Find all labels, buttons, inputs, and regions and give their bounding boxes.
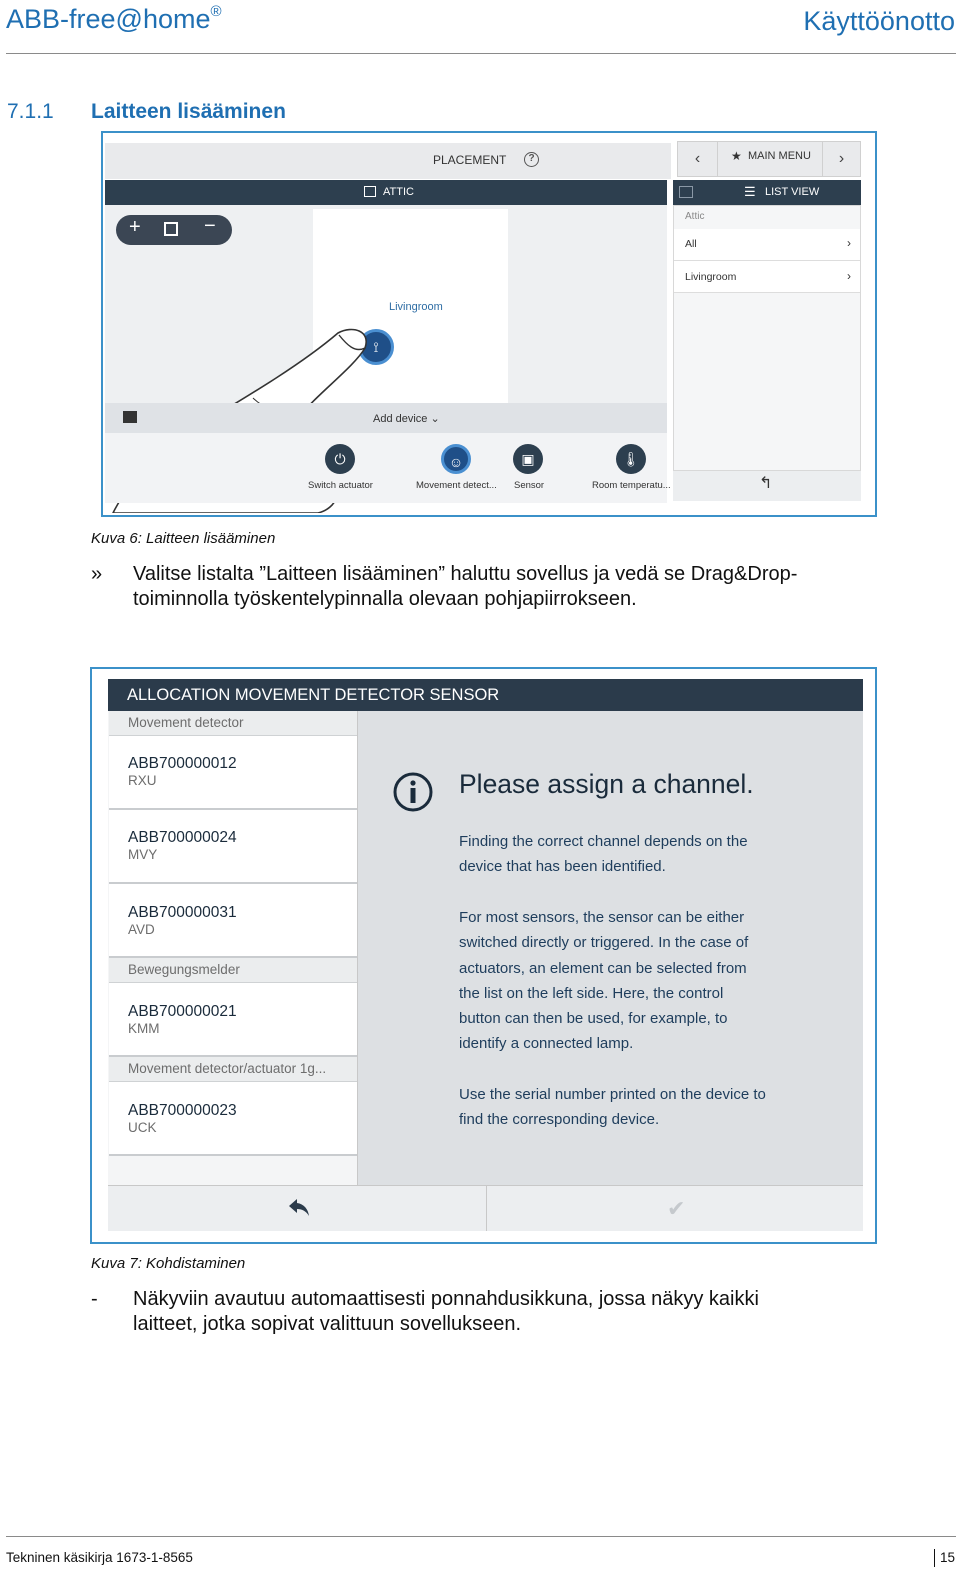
list-item-label: All bbox=[685, 238, 697, 250]
info-paragraph-1 bbox=[459, 829, 859, 880]
chevron-right-icon: › bbox=[847, 269, 851, 283]
list-group-label: Attic bbox=[685, 211, 705, 222]
device-tray bbox=[105, 433, 667, 503]
info-line: Use the serial number printed on the device to bbox=[459, 1086, 766, 1103]
star-icon: ★ bbox=[731, 149, 742, 163]
device-group-label: Movement detector/actuator 1g... bbox=[128, 1061, 327, 1076]
confirm-check-icon[interactable]: ✔ bbox=[667, 1196, 686, 1221]
brand-name: ABB-free@home bbox=[6, 4, 211, 34]
info-line: find the corresponding device. bbox=[459, 1111, 660, 1129]
zoom-in-icon[interactable]: + bbox=[129, 216, 141, 238]
floor-plan-icon bbox=[364, 186, 376, 197]
instruction-line: Näkyviin avautuu automaattisesti ponnahdusikkuna, jossa näkyy kaikki bbox=[133, 1288, 759, 1310]
footer-divider bbox=[6, 1536, 956, 1537]
chapter-title: Käyttöönotto bbox=[803, 6, 955, 36]
chevron-right-icon[interactable]: › bbox=[822, 142, 860, 176]
placed-device-icon[interactable]: ⟟ bbox=[358, 329, 394, 365]
zoom-out-icon[interactable]: − bbox=[204, 215, 216, 237]
main-menu-label[interactable]: MAIN MENU bbox=[748, 150, 811, 162]
zoom-controls bbox=[116, 215, 232, 245]
device-serial: ABB700000023 bbox=[128, 1102, 237, 1119]
bullet-marker: » bbox=[91, 563, 103, 585]
tool-label: Movement detect... bbox=[416, 480, 497, 491]
info-line: Finding the correct channel depends on the bbox=[459, 833, 748, 850]
power-icon[interactable]: ⏻ bbox=[325, 444, 355, 474]
header-divider bbox=[6, 53, 956, 54]
list-item-all[interactable] bbox=[674, 229, 860, 261]
placement-label: PLACEMENT bbox=[433, 153, 507, 167]
figure-add-device-screenshot bbox=[101, 131, 877, 517]
info-line: the list on the left side. Here, the control bbox=[459, 984, 724, 1002]
chevron-right-icon: › bbox=[847, 236, 851, 250]
instruction-line: toiminnolla työskentelypinnalla olevaan pohjapiirrokseen. bbox=[133, 588, 637, 610]
floor-label: ATTIC bbox=[383, 186, 414, 198]
bullet-marker: - bbox=[91, 1288, 98, 1310]
dialog-title: ALLOCATION MOVEMENT DETECTOR SENSOR bbox=[127, 686, 500, 704]
device-serial: ABB700000012 bbox=[128, 755, 237, 772]
list-item-label: Livingroom bbox=[685, 271, 737, 283]
device-group-label: Movement detector bbox=[128, 715, 244, 730]
device-serial: ABB700000021 bbox=[128, 1003, 237, 1020]
footer-document-title: Tekninen käsikirja 1673-1-8565 bbox=[6, 1550, 193, 1565]
device-code: KMM bbox=[128, 1021, 160, 1036]
tool-label: Room temperatu... bbox=[592, 480, 671, 491]
brand-title bbox=[6, 4, 222, 35]
footer-separator bbox=[934, 1549, 935, 1567]
info-paragraph-3 bbox=[459, 1082, 859, 1133]
device-code: MVY bbox=[128, 847, 158, 862]
info-line: button can then be used, for example, to bbox=[459, 1010, 728, 1028]
device-group-label: Bewegungsmelder bbox=[128, 962, 240, 977]
placement-bar bbox=[105, 143, 671, 179]
registered-mark: ® bbox=[210, 3, 222, 20]
info-line: switched directly or triggered. In the case of bbox=[459, 934, 749, 952]
back-arrow-icon[interactable] bbox=[288, 1196, 310, 1218]
chevron-left-icon[interactable]: ‹ bbox=[678, 142, 718, 176]
floor-plan-toggle-icon[interactable] bbox=[679, 186, 693, 198]
figure-allocation-dialog bbox=[90, 667, 877, 1244]
device-code: UCK bbox=[128, 1120, 157, 1135]
room-label: Livingroom bbox=[389, 301, 443, 313]
help-icon[interactable]: ? bbox=[524, 152, 539, 167]
button-divider bbox=[486, 1185, 487, 1231]
device-serial: ABB700000031 bbox=[128, 904, 237, 921]
section-title: Laitteen lisääminen bbox=[91, 100, 286, 123]
device-serial: ABB700000024 bbox=[128, 829, 237, 846]
tool-label: Switch actuator bbox=[308, 480, 373, 491]
page-number: 15 bbox=[940, 1550, 956, 1565]
info-paragraph-2 bbox=[459, 905, 859, 1057]
chevron-down-icon: ⌄ bbox=[430, 413, 440, 425]
instruction-line: Valitse listalta ”Laitteen lisääminen” haluttu sovellus ja vedä se Drag&Drop- bbox=[133, 563, 798, 585]
figure1-caption: Kuva 6: Laitteen lisääminen bbox=[91, 530, 276, 547]
home-icon[interactable] bbox=[123, 411, 137, 423]
add-device-dropdown[interactable] bbox=[373, 412, 440, 425]
sensor-icon[interactable]: ▣ bbox=[513, 444, 543, 474]
instruction-line: laitteet, jotka sopivat valittuun sovellukseen. bbox=[133, 1313, 521, 1335]
info-line: identify a connected lamp. bbox=[459, 1035, 634, 1053]
list-icon: ☰ bbox=[744, 184, 756, 199]
thermometer-icon[interactable]: 🌡 bbox=[616, 444, 646, 474]
figure2-caption: Kuva 7: Kohdistaminen bbox=[91, 1255, 246, 1272]
back-arrow-icon[interactable]: ↰ bbox=[759, 475, 773, 492]
info-line: device that has been identified. bbox=[459, 858, 666, 876]
person-icon[interactable]: ☺ bbox=[441, 444, 471, 474]
list-view-label[interactable]: LIST VIEW bbox=[765, 186, 820, 198]
device-code: AVD bbox=[128, 922, 155, 937]
tool-label: Sensor bbox=[514, 480, 545, 491]
device-code: RXU bbox=[128, 773, 157, 788]
section-number: 7.1.1 bbox=[7, 100, 54, 123]
info-line: For most sensors, the sensor can be either bbox=[459, 909, 745, 926]
fit-screen-icon[interactable] bbox=[164, 222, 178, 236]
info-heading: Please assign a channel. bbox=[459, 769, 754, 799]
add-device-label: Add device bbox=[373, 413, 428, 425]
info-line: actuators, an element can be selected from bbox=[459, 959, 747, 977]
info-icon bbox=[392, 771, 434, 813]
